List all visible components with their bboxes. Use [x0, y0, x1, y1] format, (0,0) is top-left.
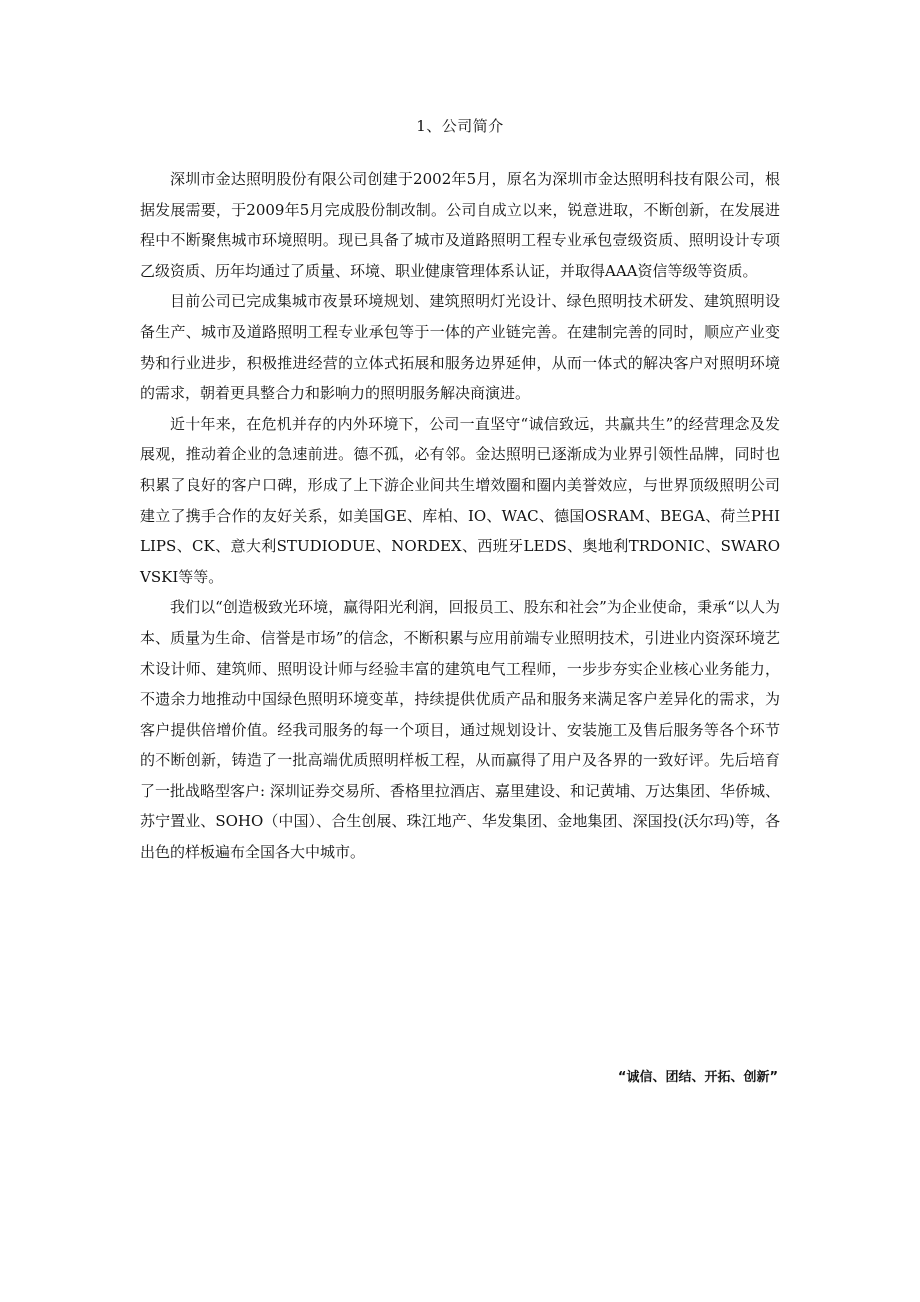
paragraph-industry-chain: 目前公司已完成集城市夜景环境规划、建筑照明灯光设计、绿色照明技术研发、建筑照明设备生产、城市及道路照明工程专业承包等于一体的产业链完善。在建制完善的同时，顺应产业变势和行业进步，积极推进经营的立体式拓展和服务边界延伸，从而一体式的解决客户对照明环境的需求，朝着更具整合力和影响力的照明服务解决商演进。	[140, 292, 780, 403]
paragraph-mission-clients: 我们以“创造极致光环境，赢得阳光利润，回报员工、股东和社会”为企业使命，秉承“以人为本、质量为生命、信誉是市场”的信念，不断积累与应用前端专业照明技术，引进业内资深环境艺术设计师、建筑师、照明设计师与经验丰富的建筑电气工程师，一步步夯实企业核心业务能力，不遗余力地推动中国绿色照明环境变革，持续提供优质产品和服务来满足客户差异化的需求，为客户提供倍增价值。经我司服务的每一个项目，通过规划设计、安装施工及售后服务等各个环节的不断创新，铸造了一批高端优质照明样板工程，从而赢得了用户及各界的一致好评。先后培育了一批战略型客户: 深圳证券交易所、香格里拉酒店、嘉里建设、和记黄埔、万达集团、华侨城、苏宁置业、SOHO（中国）、合生创展、珠江地产、华发集团、金地集团、深国投(沃尔玛)等，各出色的样板遍布全国各大中城市。	[140, 598, 780, 862]
section-heading: 1、公司简介	[416, 117, 504, 135]
document-body	[140, 164, 780, 868]
paragraph-company-overview: 深圳市金达照明股份有限公司创建于2002年5月，原名为深圳市金达照明科技有限公司，根据发展需要，于2009年5月完成股份制改制。公司自成立以来，锐意进取，不断创新，在发展进程中不断聚焦城市环境照明。现已具备了城市及道路照明工程专业承包壹级资质、照明设计专项乙级资质、历年均通过了质量、环境、职业健康管理体系认证，并取得AAA资信等级等资质。	[140, 170, 780, 280]
company-slogan: “诚信、团结、开拓、创新”	[617, 1070, 778, 1085]
paragraph-partners: 近十年来，在危机并存的内外环境下，公司一直坚守“诚信致远，共赢共生”的经营理念及发展观，推动着企业的急速前进。德不孤，必有邻。金达照明已逐渐成为业界引领性品牌，同时也积累了良好的客户口碑，形成了上下游企业间共生增效圈和圈内美誉效应，与世界顶级照明公司建立了携手合作的友好关系，如美国GE、库柏、IO、WAC、德国OSRAM、BEGA、荷兰PHILIPS、CK、意大利STUDIODUE、NORDEX、西班牙LEDS、奥地利TRDONIC、SWAROVSKI等等。	[140, 414, 780, 586]
